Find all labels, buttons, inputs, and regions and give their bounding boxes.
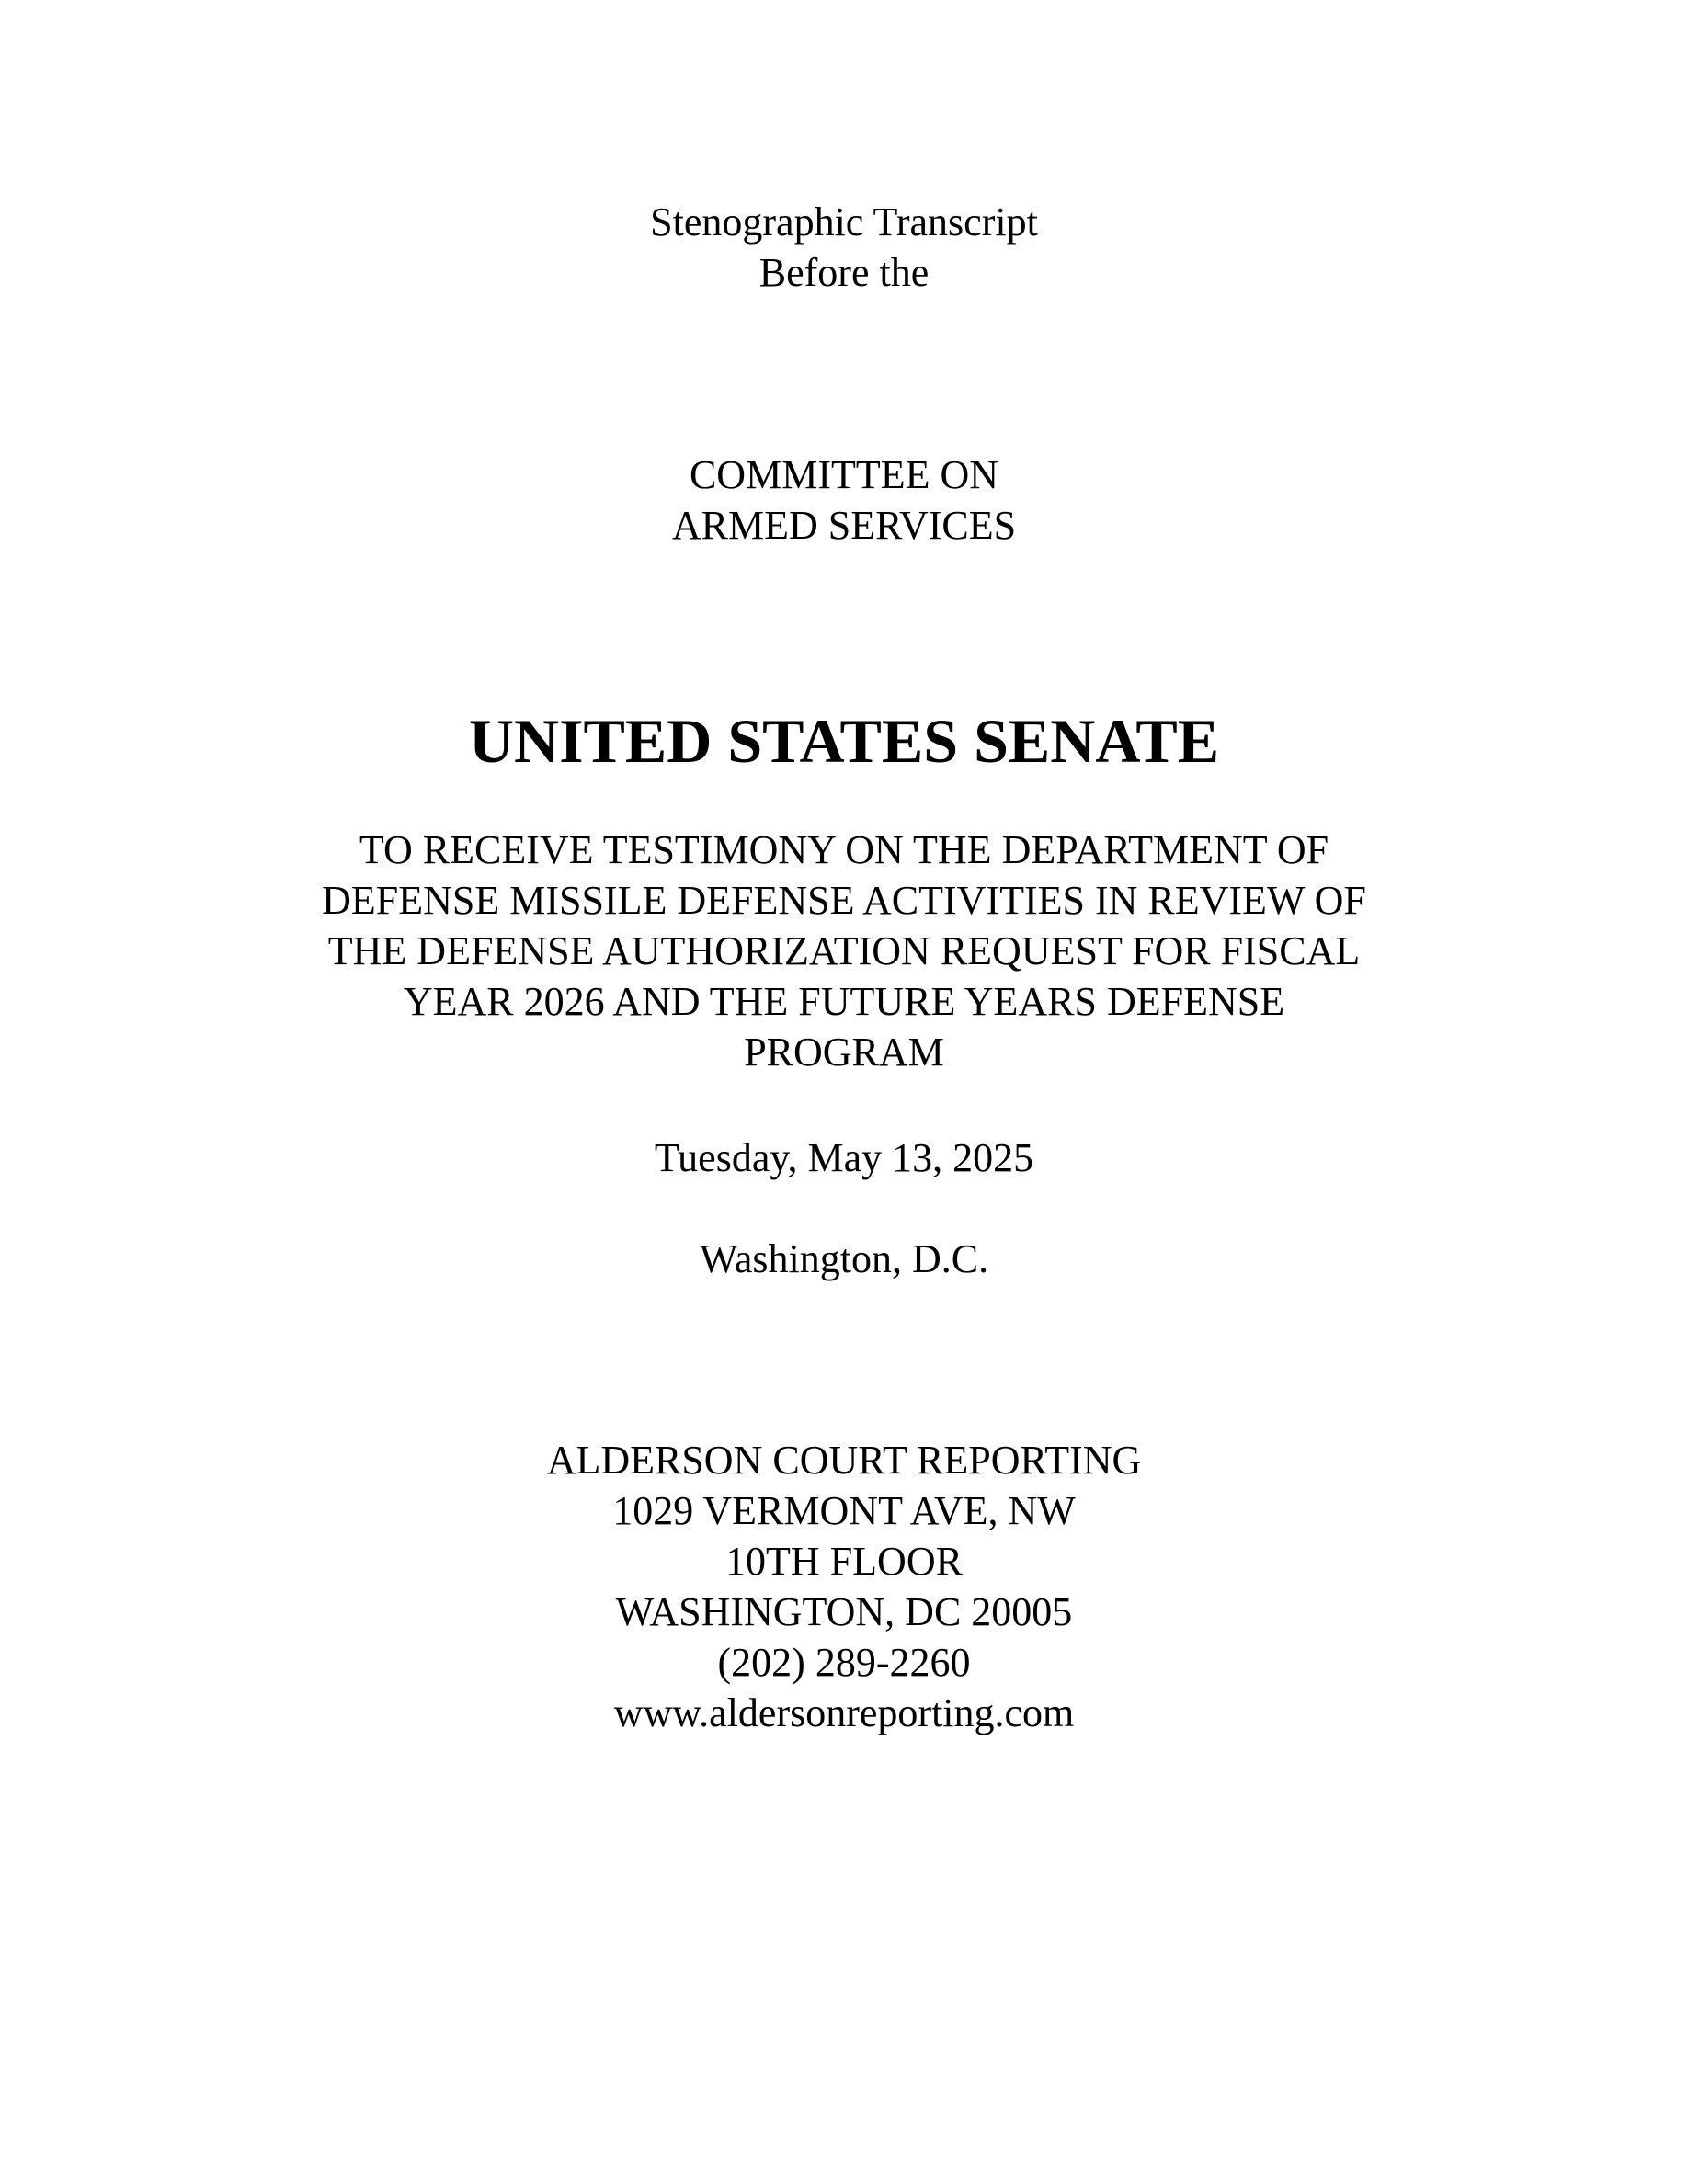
senate-title-text: UNITED STATES SENATE [468, 706, 1220, 776]
subject-line: PROGRAM [744, 1029, 944, 1075]
committee-name [0, 449, 1688, 551]
subject-line: THE DEFENSE AUTHORIZATION REQUEST FOR FISCAL [327, 928, 1361, 973]
court-reporter-info [0, 1435, 1688, 1738]
committee-line-1: COMMITTEE ON [689, 452, 999, 497]
reporter-website: www.aldersonreporting.com [613, 1690, 1075, 1735]
subject-line: DEFENSE MISSILE DEFENSE ACTIVITIES IN REVIEW OF [322, 878, 1366, 923]
reporter-address-line-3: WASHINGTON, DC 20005 [615, 1589, 1073, 1634]
committee-line-2: ARMED SERVICES [671, 503, 1017, 548]
stenographic-header [0, 197, 1688, 298]
hearing-location [0, 1234, 1688, 1284]
hearing-location-text: Washington, D.C. [699, 1236, 989, 1281]
hearing-date-text: Tuesday, May 13, 2025 [654, 1135, 1034, 1180]
hearing-subject [0, 825, 1688, 1077]
hearing-date [0, 1132, 1688, 1183]
reporter-address-line-2: 10TH FLOOR [725, 1539, 963, 1584]
header-line-2: Before the [758, 250, 930, 295]
header-line-1: Stenographic Transcript [650, 199, 1038, 245]
subject-line: YEAR 2026 AND THE FUTURE YEARS DEFENSE [403, 979, 1285, 1024]
subject-line: TO RECEIVE TESTIMONY ON THE DEPARTMENT OF [359, 827, 1329, 872]
senate-title [0, 704, 1688, 778]
reporter-address-line-1: 1029 VERMONT AVE, NW [612, 1488, 1076, 1533]
reporter-name: ALDERSON COURT REPORTING [546, 1438, 1142, 1483]
reporter-phone: (202) 289-2260 [717, 1640, 971, 1685]
